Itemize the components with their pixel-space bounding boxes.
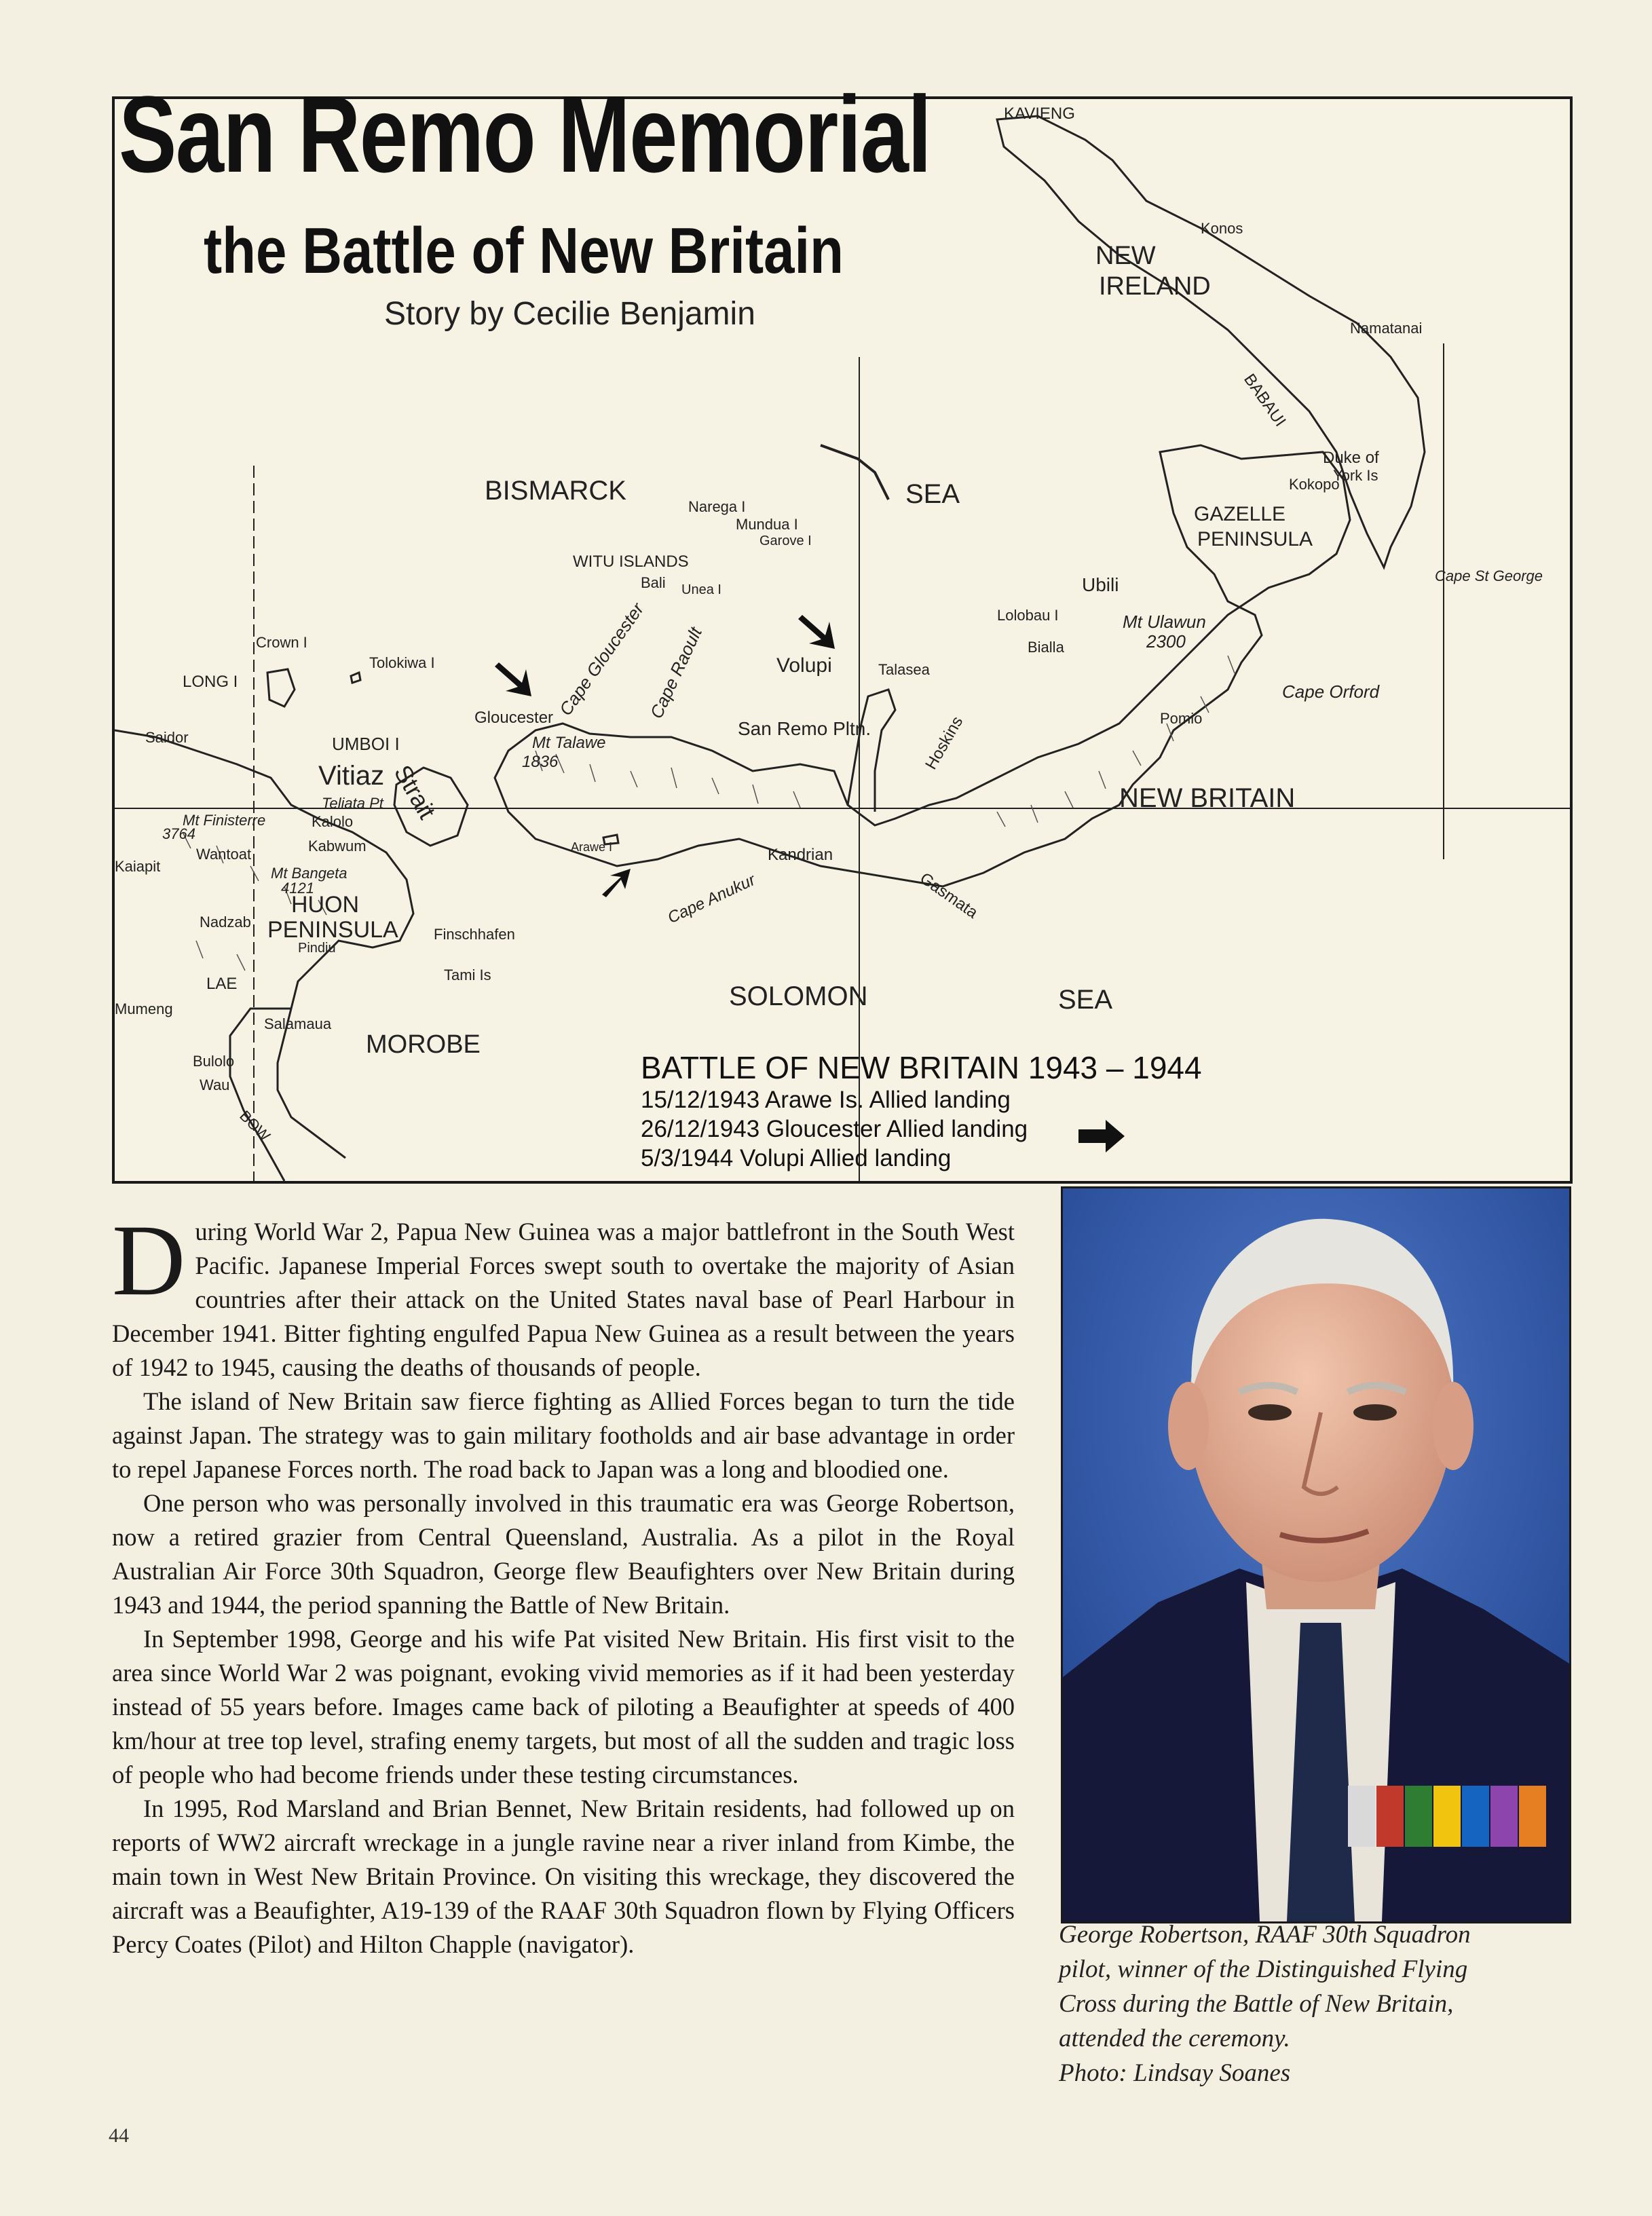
- map-label-new-britain: NEW BRITAIN: [1119, 783, 1296, 813]
- map-label-kokopo: Kokopo: [1289, 476, 1340, 493]
- map-label-hoskins: Hoskins: [922, 713, 967, 773]
- page-title: San Remo Memorial: [119, 73, 931, 195]
- map-label-long: LONG I: [183, 673, 238, 691]
- map-label-solomon: SOLOMON: [729, 981, 868, 1011]
- map-label-ireland: IRELAND: [1099, 272, 1211, 301]
- map-label-bulolo: Bulolo: [193, 1053, 235, 1070]
- long-island: [267, 669, 295, 707]
- map-legend-volupi: 5/3/1944 Volupi Allied landing: [641, 1145, 952, 1171]
- map-label-kabwum: Kabwum: [308, 838, 367, 855]
- huon-gulf: [230, 1009, 291, 1181]
- map-label-volupi: Volupi: [776, 654, 832, 677]
- map-label-san-remo: San Remo Pltn.: [738, 718, 871, 739]
- map-label-arawe: Arawe I: [571, 840, 613, 854]
- new-ireland-coast: [997, 116, 1425, 567]
- map-label-vitiaz: Vitiaz: [318, 761, 385, 791]
- map-label-finschhafen: Finschhafen: [434, 926, 515, 943]
- map-label-pindiu: Pindiu: [298, 941, 336, 956]
- map-legend-arawe: 15/12/1943 Arawe Is. Allied landing: [641, 1087, 1011, 1113]
- map-label-sea-north: SEA: [905, 479, 960, 509]
- map-label-mt-ulawun: Mt Ulawun: [1123, 612, 1206, 632]
- map-label-strait: Strait: [388, 760, 442, 824]
- map-label-morobe: MOROBE: [366, 1030, 481, 1059]
- drop-cap: D: [112, 1204, 186, 1317]
- map-label-wantoat: Wantoat: [196, 846, 252, 863]
- legend-arrow: [1078, 1120, 1125, 1152]
- map-label-witu: WITU ISLANDS: [573, 552, 689, 571]
- map-label-mt-bangeta: Mt Bangeta: [271, 865, 348, 882]
- photo-caption: [1059, 1917, 1568, 2090]
- map-label-bali: Bali: [641, 574, 666, 591]
- caption-line: attended the ceremony.: [1059, 2025, 1290, 2052]
- map-label-gazelle: GAZELLE: [1194, 503, 1286, 525]
- map-label-ulawun-height: 2300: [1146, 631, 1186, 652]
- map-label-talasea: Talasea: [878, 661, 930, 678]
- map-label-duke: Duke of: [1323, 449, 1379, 467]
- map-label-narega: Narega I: [688, 498, 746, 515]
- map-label-cape-orford: Cape Orford: [1282, 681, 1380, 702]
- map-label-babaui: BABAUI: [1240, 370, 1290, 430]
- map-label-peninsula: PENINSULA: [1197, 528, 1313, 550]
- map-label-tolokiwa: Tolokiwa I: [369, 654, 435, 671]
- map-label-tami: Tami Is: [444, 966, 491, 983]
- map-label-salamaua: Salamaua: [264, 1015, 332, 1032]
- map-label-bangeta-height: 4121: [281, 880, 314, 897]
- landing-arrow-arawe: [602, 869, 631, 897]
- article-paragraph: In September 1998, George and his wife Pat visited New Britain. His first visit to the area since World War 2 was poignant, evoking vivid memories as if it had been yesterday instead of 55 years before. Images came back of piloting a Beaufighter at speeds of 400 km/hour at tree top level, strafing enemy targets, but most of all the sudden and tragic loss of people who had become friends under these testing circumstances.: [112, 1625, 1015, 1788]
- map-legend-title: BATTLE OF NEW BRITAIN 1943 – 1944: [641, 1050, 1202, 1085]
- map-label-mt-finisterre: Mt Finisterre: [183, 812, 266, 829]
- map-label-mt-talawe: Mt Talawe: [532, 734, 606, 752]
- map-label-lae: LAE: [206, 975, 238, 993]
- map-label-pomio: Pomio: [1160, 710, 1203, 727]
- map-label-mundua: Mundua I: [736, 516, 798, 533]
- map-label-mumeng: Mumeng: [115, 1000, 173, 1017]
- landing-arrow-volupi: [798, 615, 835, 649]
- map-label-bow: BOW: [236, 1107, 274, 1145]
- map-legend-gloucester: 26/12/1943 Gloucester Allied landing: [641, 1116, 1028, 1142]
- map-label-ubili: Ubili: [1082, 574, 1119, 595]
- page-subtitle: the Battle of New Britain: [204, 214, 844, 287]
- byline: Story by Cecilie Benjamin: [384, 296, 755, 332]
- portrait-photo: [1061, 1186, 1571, 1923]
- willaumez-peninsula: [848, 690, 895, 812]
- map-label-lolobau: Lolobau I: [997, 607, 1059, 624]
- map-label-kavieng: KAVIENG: [1004, 105, 1075, 123]
- map-label-new: NEW: [1095, 242, 1156, 270]
- map-label-crown: Crown I: [256, 634, 307, 651]
- map-label-york: York Is: [1333, 467, 1378, 484]
- map-label-kaiapit: Kaiapit: [115, 858, 161, 875]
- article-paragraph: During World War 2, Papua New Guinea was a major battlefront in the South West Pacific. Japanese Imperial Forces swept south to overtake the majority of Asian countries after their attack on the United States naval base of Pearl Harbour in December 1941. Bitter fighting engulfed Papua New Guinea as a result between the years of 1942 to 1945, causing the deaths of thousands of people.: [112, 1204, 1015, 1381]
- map-label-garove: Garove I: [759, 533, 812, 548]
- map-label-kalolo: Kalolo: [312, 813, 354, 830]
- map-label-umboi: UMBOI I: [332, 734, 400, 754]
- map-label-nadzab: Nadzab: [200, 914, 251, 931]
- map-label-huon: HUON: [291, 892, 360, 918]
- landing-arrow-gloucester: [495, 662, 531, 696]
- map-label-talawe-height: 1836: [522, 753, 559, 771]
- article-paragraph: One person who was personally involved in this traumatic era was George Robertson, now a retired grazier from Central Queensland, Australia. As a pilot in the Royal Australian Air Force 30th Squadron, George flew Beaufighters over New Britain during 1943 and 1944, the period spanning the Battle of New Britain.: [112, 1489, 1015, 1619]
- map-label-gloucester: Gloucester: [474, 709, 554, 727]
- page-number: 44: [109, 2124, 129, 2147]
- map-label-kandrian: Kandrian: [768, 846, 833, 864]
- map-label-cape-raoult: Cape Raoult: [645, 624, 706, 722]
- caption-line: pilot, winner of the Distinguished Flying: [1059, 1955, 1468, 1983]
- map-label-sea-south: SEA: [1058, 985, 1113, 1015]
- map-label-cape-st-george: Cape St George: [1435, 567, 1543, 584]
- medal-ribbons: [1348, 1786, 1546, 1847]
- article-paragraph: In 1995, Rod Marsland and Brian Bennet, New Britain residents, had followed up on reports of WW2 aircraft wreckage in a jungle ravine near a river inland from Kimbe, the main town in West New Britain Province. On visiting this wreckage, they discovered the aircraft was a Beaufighter, A19-139 of the RAAF 30th Squadron flown by Flying Officers Percy Coates (Pilot) and Hilton Chapple (navigator).: [112, 1795, 1015, 1958]
- map-label-finisterre-height: 3764: [162, 825, 195, 842]
- photo-credit: Photo: Lindsay Soanes: [1059, 2059, 1291, 2087]
- map-label-wau: Wau: [200, 1076, 230, 1093]
- caption-line: George Robertson, RAAF 30th Squadron: [1059, 1921, 1471, 1949]
- article-paragraph: The island of New Britain saw fierce fighting as Allied Forces began to turn the tide against Japan. The strategy was to gain military footholds and air base advantage in order to repel Japanese Forces north. The road back to Japan was a long and bloodied one.: [112, 1387, 1015, 1483]
- portrait-illustration: [1063, 1188, 1569, 1921]
- article-body: [112, 1204, 1015, 1961]
- map-label-bismarck: BISMARCK: [485, 476, 626, 506]
- caption-line: Cross during the Battle of New Britain,: [1059, 1990, 1454, 2018]
- map-label-konos: Konos: [1201, 220, 1243, 237]
- map-label-unea: Unea I: [681, 582, 721, 597]
- map-label-cape-gloucester: Cape Gloucester: [555, 599, 648, 719]
- map-label-saidor: Saidor: [145, 729, 189, 746]
- map-label-huon-peninsula: PENINSULA: [267, 917, 398, 943]
- map-label-teliata: Teliata Pt: [322, 795, 383, 812]
- map-label-cape-anukur: Cape Anukur: [664, 870, 759, 928]
- map-label-gasmata: Gasmata: [916, 869, 981, 922]
- map-label-namatanai: Namatanai: [1350, 320, 1423, 337]
- map-label-bialla: Bialla: [1028, 639, 1064, 656]
